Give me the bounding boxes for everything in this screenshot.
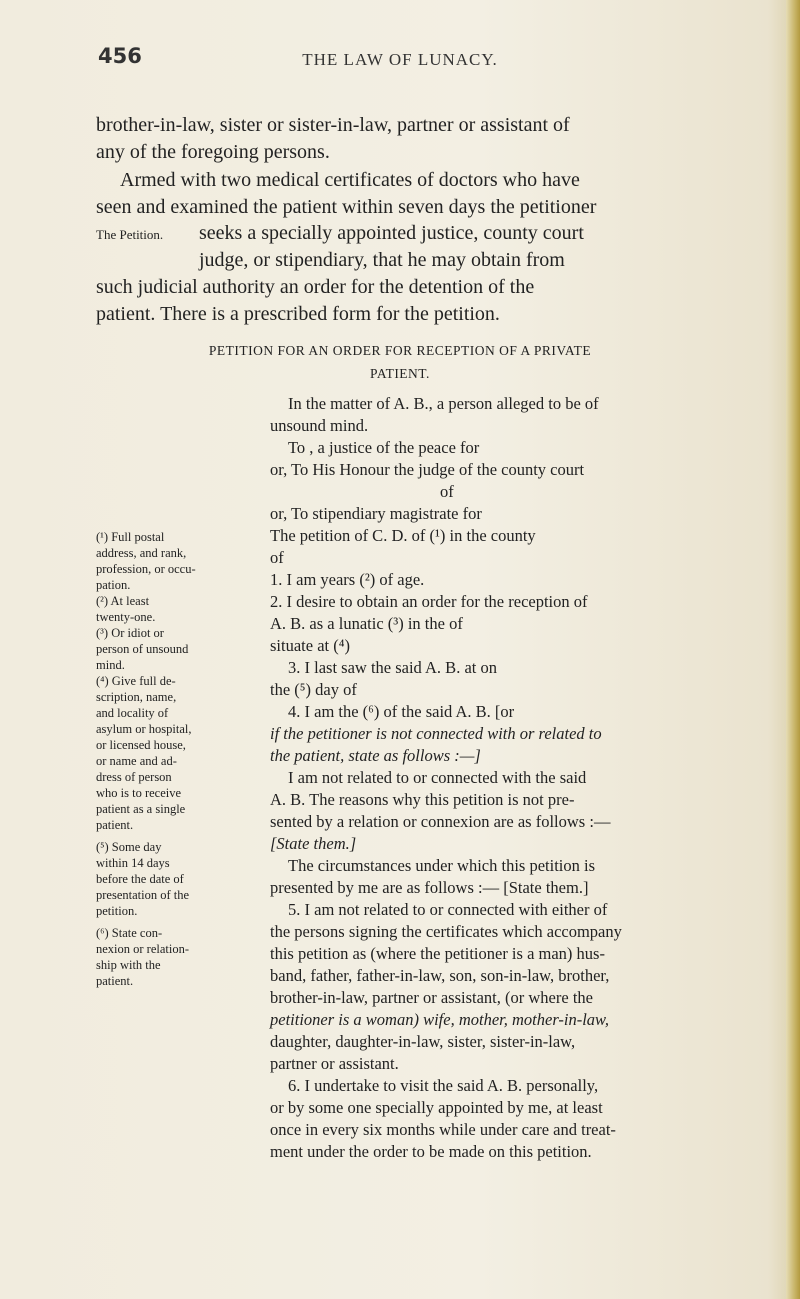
page-number: 456: [98, 44, 142, 68]
body-line: any of the foregoing persons.: [96, 141, 330, 163]
petition-line: 5. I am not related to or connected with either of: [288, 900, 608, 919]
margin-note: nexion or relation-: [96, 942, 190, 956]
petition-line: 6. I undertake to visit the said A. B. personally,: [288, 1076, 599, 1095]
margin-note: twenty-one.: [96, 610, 156, 624]
margin-note: (³) Or idiot or: [96, 626, 164, 640]
petition-line: or, To stipendiary magistrate for: [270, 504, 482, 523]
margin-note: profession, or occu-: [96, 562, 196, 576]
margin-note: (⁵) Some day: [96, 840, 162, 854]
petition-line: ment under the order to be made on this petition.: [270, 1142, 592, 1161]
petition-line: partner or assistant.: [270, 1054, 399, 1073]
margin-note: person of unsound: [96, 642, 189, 656]
petition-line: A. B. The reasons why this petition is not pre-: [270, 790, 575, 809]
body-line: brother-in-law, sister or sister-in-law, partner or assistant of: [96, 114, 570, 136]
petition-line: unsound mind.: [270, 416, 369, 435]
petition-line: petitioner is a woman) wife, mother, mother-in-law,: [270, 1010, 609, 1029]
margin-note: and locality of: [96, 706, 169, 720]
petition-line: To , a justice of the peace for: [288, 438, 480, 457]
margin-note: (⁴) Give full de-: [96, 674, 176, 688]
petition-line: The petition of C. D. of (¹) in the county: [270, 526, 536, 545]
body-line: such judicial authority an order for the detention of the: [96, 276, 535, 298]
petition-line: once in every six months while under care and treat-: [270, 1120, 616, 1139]
margin-note: presentation of the: [96, 888, 190, 902]
margin-note: pation.: [96, 578, 131, 592]
margin-note: (⁶) State con-: [96, 926, 163, 940]
margin-note: ship with the: [96, 958, 161, 972]
margin-note: scription, name,: [96, 690, 177, 704]
margin-note: or name and ad-: [96, 754, 177, 768]
petition-line: daughter, daughter-in-law, sister, sister-in-law,: [270, 1032, 576, 1051]
margin-note: petition.: [96, 904, 138, 918]
margin-note: (¹) Full postal: [96, 530, 165, 544]
petition-line: or by some one specially appointed by me, at least: [270, 1098, 603, 1117]
petition-line: the (⁵) day of: [270, 680, 357, 699]
margin-note: (²) At least: [96, 594, 150, 608]
margin-note: patient as a single: [96, 802, 186, 816]
petition-line: 1. I am years (²) of age.: [270, 570, 425, 589]
petition-line: the persons signing the certificates which accompany: [270, 922, 622, 941]
petition-line: brother-in-law, partner or assistant, (or where the: [270, 988, 593, 1007]
petition-line: I am not related to or connected with the said: [288, 768, 587, 787]
body-line: seeks a specially appointed justice, county court: [199, 222, 584, 244]
petition-line: of: [440, 482, 454, 501]
page-edge: [786, 0, 800, 1299]
petition-line: sented by a relation or connexion are as follows :—: [270, 812, 611, 831]
petition-line: if the petitioner is not connected with or related to: [270, 724, 602, 743]
body-line: Armed with two medical certificates of doctors who have: [120, 169, 580, 191]
margin-note: dress of person: [96, 770, 172, 784]
body-line: judge, or stipendiary, that he may obtain from: [199, 249, 565, 271]
margin-note: within 14 days: [96, 856, 170, 870]
running-title: THE LAW OF LUNACY.: [302, 50, 498, 69]
margin-note: mind.: [96, 658, 125, 672]
petition-line: A. B. as a lunatic (³) in the of: [270, 614, 463, 633]
petition-heading: PATIENT.: [370, 366, 430, 381]
petition-line: 2. I desire to obtain an order for the reception of: [270, 592, 588, 611]
petition-line: [State them.]: [270, 834, 357, 853]
margin-label: The Petition.: [96, 227, 164, 242]
petition-line: In the matter of A. B., a person alleged to be of: [288, 394, 599, 413]
petition-line: or, To His Honour the judge of the county court: [270, 460, 585, 479]
petition-line: 4. I am the (⁶) of the said A. B. [or: [288, 702, 515, 721]
margin-note: who is to receive: [96, 786, 182, 800]
petition-line: band, father, father-in-law, son, son-in-law, brother,: [270, 966, 610, 985]
petition-line: The circumstances under which this petition is: [288, 856, 596, 875]
petition-line: situate at (⁴): [270, 636, 350, 655]
body-line: seen and examined the patient within seven days the petitioner: [96, 196, 597, 218]
margin-note: address, and rank,: [96, 546, 187, 560]
margin-note: before the date of: [96, 872, 184, 886]
petition-line: this petition as (where the petitioner is a man) hus-: [270, 944, 605, 963]
margin-note: patient.: [96, 974, 134, 988]
petition-heading: PETITION FOR AN ORDER FOR RECEPTION OF A PRIVATE: [208, 343, 592, 358]
body-line: patient. There is a prescribed form for the petition.: [96, 303, 500, 325]
petition-line: 3. I last saw the said A. B. at on: [288, 658, 497, 677]
petition-line: of: [270, 548, 284, 567]
margin-note: patient.: [96, 818, 134, 832]
petition-line: the patient, state as follows :—]: [270, 746, 481, 765]
margin-note: or licensed house,: [96, 738, 186, 752]
margin-note: asylum or hospital,: [96, 722, 192, 736]
petition-line: presented by me are as follows :— [State them.]: [270, 878, 589, 897]
